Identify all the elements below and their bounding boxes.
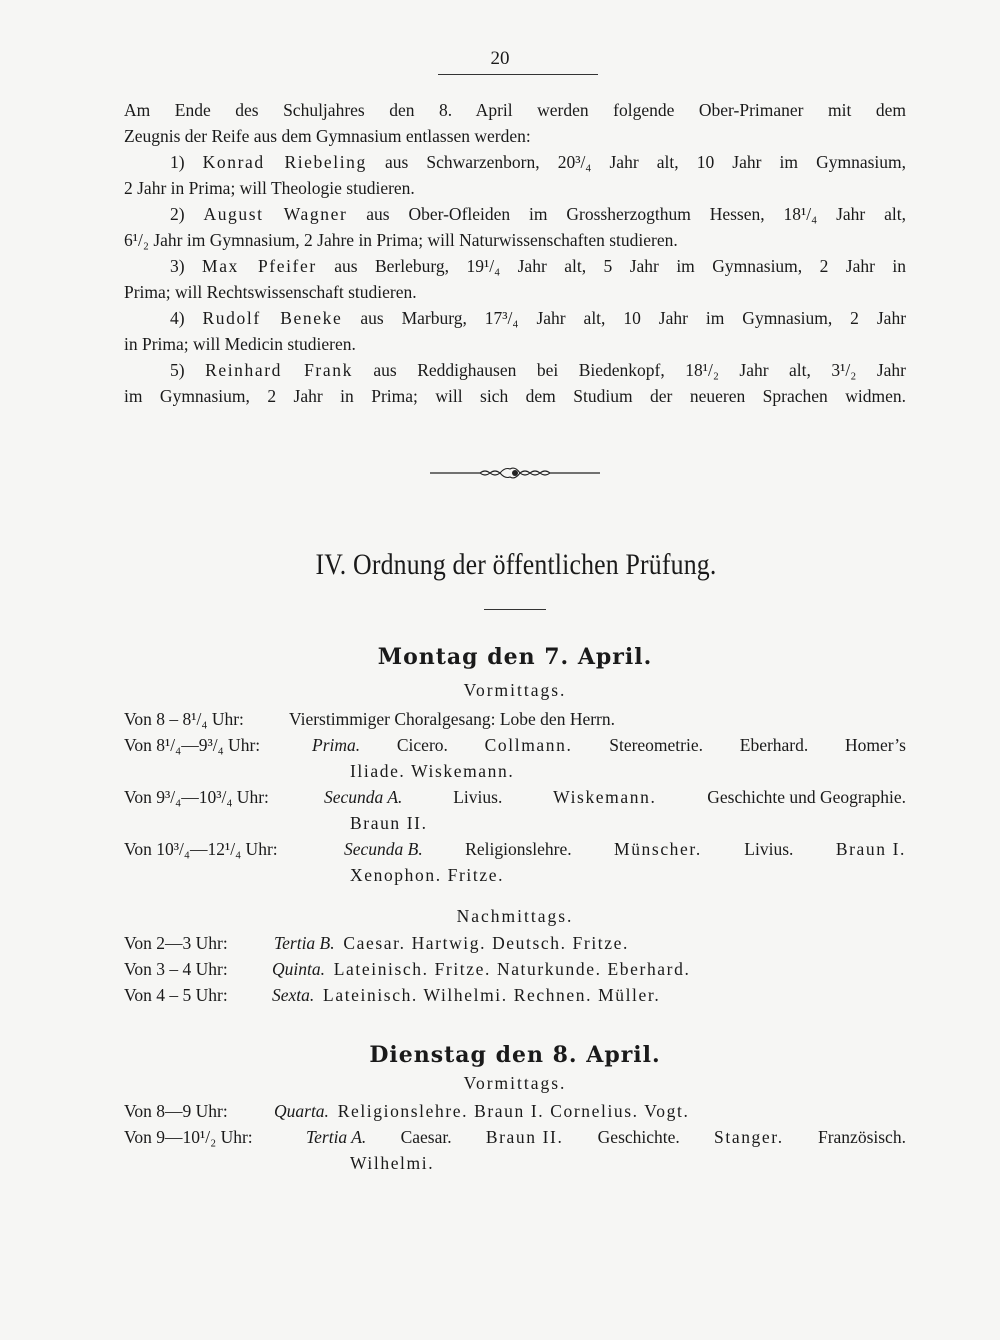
period-label-nachmittags: Nachmittags. [456,906,574,926]
graduate-4-name: Rudolf Beneke [202,308,343,328]
graduate-1-name: Konrad Riebeling [202,152,367,172]
day-heading-monday: Montag den 7. April. [377,644,653,670]
graduate-2-line-1: 2) August Wagner aus Ober-Ofleiden im Grossherzogthum Hessen, 18¹/₄ Jahr alt, [170,204,907,224]
schedule-row-continuation: Iliade. Wiskemann. [350,761,515,781]
period-label-vormittags-tuesday: Vormittags. [463,1073,567,1093]
day-heading-tuesday: Dienstag den 8. April. [369,1042,661,1068]
title-rule [484,609,546,610]
section-title: IV. Ordnung der öffentlichen Prüfung. [315,548,717,581]
schedule-row-continuation: Xenophon. Fritze. [350,865,505,885]
graduate-2-name: August Wagner [203,204,348,224]
schedule-row: Von 2—3 Uhr: Tertia B. Caesar. Hartwig. Deutsch. Fritze. [124,933,629,953]
schedule-row: Von 9³/₄—10³/₄ Uhr: Secunda A. Livius. Wiskemann. Geschichte und Geographie. [124,787,906,807]
schedule-row: Von 10³/₄—12¹/₄ Uhr: Secunda B. Religionslehre. Münscher. Livius. Braun I. [124,839,906,859]
graduate-2-line-2: 6¹/₂ Jahr im Gymnasium, 2 Jahre in Prima; will Naturwissenschaften studieren. [124,230,678,250]
period-label-vormittags: Vormittags. [463,680,567,700]
graduate-1-line-2: 2 Jahr in Prima; will Theologie studieren. [124,178,415,198]
page-number-rule [438,74,598,75]
schedule-row-continuation: Wilhelmi. [350,1153,435,1173]
schedule-row: Von 3 – 4 Uhr: Quinta. Lateinisch. Fritze. Naturkunde. Eberhard. [124,959,691,979]
graduate-4-line-2: in Prima; will Medicin studieren. [124,334,356,354]
intro-line-2: Zeugnis der Reife aus dem Gymnasium entlassen werden: [124,126,531,146]
schedule-row: Von 4 – 5 Uhr: Sexta. Lateinisch. Wilhelmi. Rechnen. Müller. [124,985,661,1005]
graduate-1-line-1: 1) Konrad Riebeling aus Schwarzenborn, 20³/₄ Jahr alt, 10 Jahr im Gymnasium, [170,152,907,172]
intro-line-1: Am Ende des Schuljahres den 8. April werden folgende Ober-Primaner mit dem [124,100,906,120]
graduate-5-line-1: 5) Reinhard Frank aus Reddighausen bei Biedenkopf, 18¹/₂ Jahr alt, 3¹/₂ Jahr [170,360,906,380]
graduate-5-name: Reinhard Frank [205,360,353,380]
graduate-3-line-1: 3) Max Pfeifer aus Berleburg, 19¹/₄ Jahr alt, 5 Jahr im Gymnasium, 2 Jahr in [170,256,907,276]
graduate-5-line-2: im Gymnasium, 2 Jahr in Prima; will sich dem Studium der neueren Sprachen widmen. [124,386,906,406]
schedule-row-continuation: Braun II. [350,813,428,833]
schedule-row: Von 9—10¹/₂ Uhr: Tertia A. Caesar. Braun II. Geschichte. Stanger. Französisch. [124,1127,906,1147]
schedule-row: Von 8 – 8¹/₄ Uhr: Vierstimmiger Choralgesang: Lobe den Herrn. [124,709,616,729]
graduate-3-line-2: Prima; will Rechtswissenschaft studieren. [124,282,417,302]
graduate-4-line-1: 4) Rudolf Beneke aus Marburg, 17³/₄ Jahr alt, 10 Jahr im Gymnasium, 2 Jahr [170,308,907,328]
schedule-row: Von 8—9 Uhr: Quarta. Religionslehre. Braun I. Cornelius. Vogt. [124,1101,690,1121]
page-number: 20 [490,48,510,69]
ornament-divider [430,463,600,483]
schedule-row: Von 8¹/₄—9³/₄ Uhr: Prima. Cicero. Collmann. Stereometrie. Eberhard. Homer’s [124,735,906,755]
graduate-3-name: Max Pfeifer [202,256,317,276]
